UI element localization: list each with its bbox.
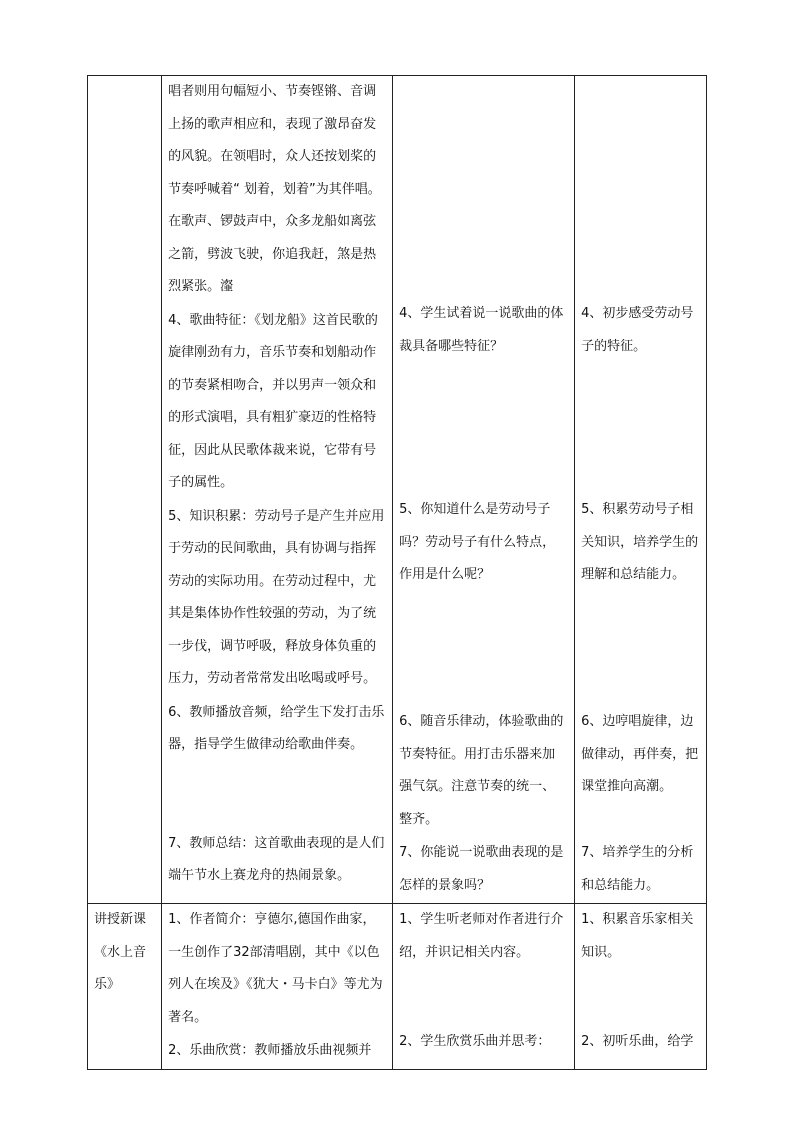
stage-label: 讲授新课《水上音乐》 — [94, 912, 147, 992]
teacher-activity-text: 5、知识积累：劳动号子是产生并应用于劳动的民间歌曲，具有协调与指挥劳动的实际功用。在劳动过程中，尤其是集体协作性较强的劳动，为了统一步伐，调节呼吸，释放身体负重的压力，劳动者常常发出吆喝或呼号。 — [168, 508, 385, 686]
student-activity-text: 7、你能说一说歌曲表现的是怎样的景象吗？ — [399, 845, 564, 893]
design-intent-text — [581, 76, 700, 297]
teacher-activity-text: 6、教师播放音频，给学生下发打击乐器，指导学生做律动给歌曲伴奏。 — [168, 704, 385, 752]
student-activity-text: 4、学生试着说一说歌曲的体裁具备哪些特征？ — [399, 306, 564, 354]
lesson-plan-page — [87, 75, 707, 1070]
teacher-activity-text: 7、教师总结：这首歌曲表现的是人们端午节水上赛龙舟的热闹景象。 — [168, 835, 385, 883]
teacher-activity-cell — [162, 76, 393, 904]
table-row — [88, 76, 707, 904]
teacher-activity-text: 2、乐曲欣赏：教师播放乐曲视频并 — [168, 1043, 372, 1058]
stage-cell — [88, 904, 162, 1070]
design-intent-text: 5、积累劳动号子相关知识，培养学生的理解和总结能力。 — [581, 502, 699, 582]
student-activity-text: 5、你知道什么是劳动号子吗？劳动号子有什么特点，作用是什么呢？ — [399, 502, 556, 582]
lesson-plan-table — [87, 75, 707, 1070]
teacher-activity-text: 1、作者简介：亨德尔,德国作曲家，一生创作了32部清唱剧，其中《以色列人在埃及》《犹大・马卡白》等尤为著名。 — [168, 912, 383, 1025]
student-activity-text: 6、随音乐律动，体验歌曲的节奏特征。用打击乐器来加强气氛。注意节奏的统一、整齐。 — [399, 714, 564, 827]
design-intent-text: 4、初步感受劳动号子的特征。 — [581, 306, 694, 354]
teacher-activity-text: 唱者则用句幅短小、节奏铿锵、音调上扬的歌声相应和，表现了激昂奋发的风貌。在领唱时，众人还按划桨的节奏呼喊着“ 划着，划着”为其伴唱。在歌声、锣鼓声中，众多龙船如离弦之箭，劈波飞驶，你追我赶，煞是热烈紧张。瀣 — [168, 84, 381, 294]
design-intent-text: 2、初听乐曲，给学 — [581, 1034, 694, 1049]
student-activity-text — [399, 76, 568, 297]
table-row — [88, 904, 707, 1070]
student-activity-cell — [393, 76, 575, 904]
design-intent-text: 6、边哼唱旋律，边做律动，再伴奏，把课堂推向高潮。 — [581, 714, 699, 794]
student-activity-cell — [393, 904, 575, 1070]
design-intent-text: 1、积累音乐家相关知识。 — [581, 912, 694, 960]
student-activity-text: 1、学生听老师对作者进行介绍，并识记相关内容。 — [399, 912, 564, 960]
stage-cell — [88, 76, 162, 904]
student-activity-text: 2、学生欣赏乐曲并思考： — [399, 1034, 551, 1049]
design-intent-text: 7、培养学生的分析和总结能力。 — [581, 845, 694, 893]
design-intent-cell — [575, 904, 707, 1070]
teacher-activity-cell — [162, 904, 393, 1070]
design-intent-cell — [575, 76, 707, 904]
teacher-activity-text: 4、歌曲特征：《划龙船》这首民歌的旋律刚劲有力，音乐节奏和划船动作的节奏紧相吻合，并以男声一领众和的形式演唱，具有粗犷豪迈的性格特征，因此从民歌体裁来说，它带有号子的属性。 — [168, 312, 378, 490]
